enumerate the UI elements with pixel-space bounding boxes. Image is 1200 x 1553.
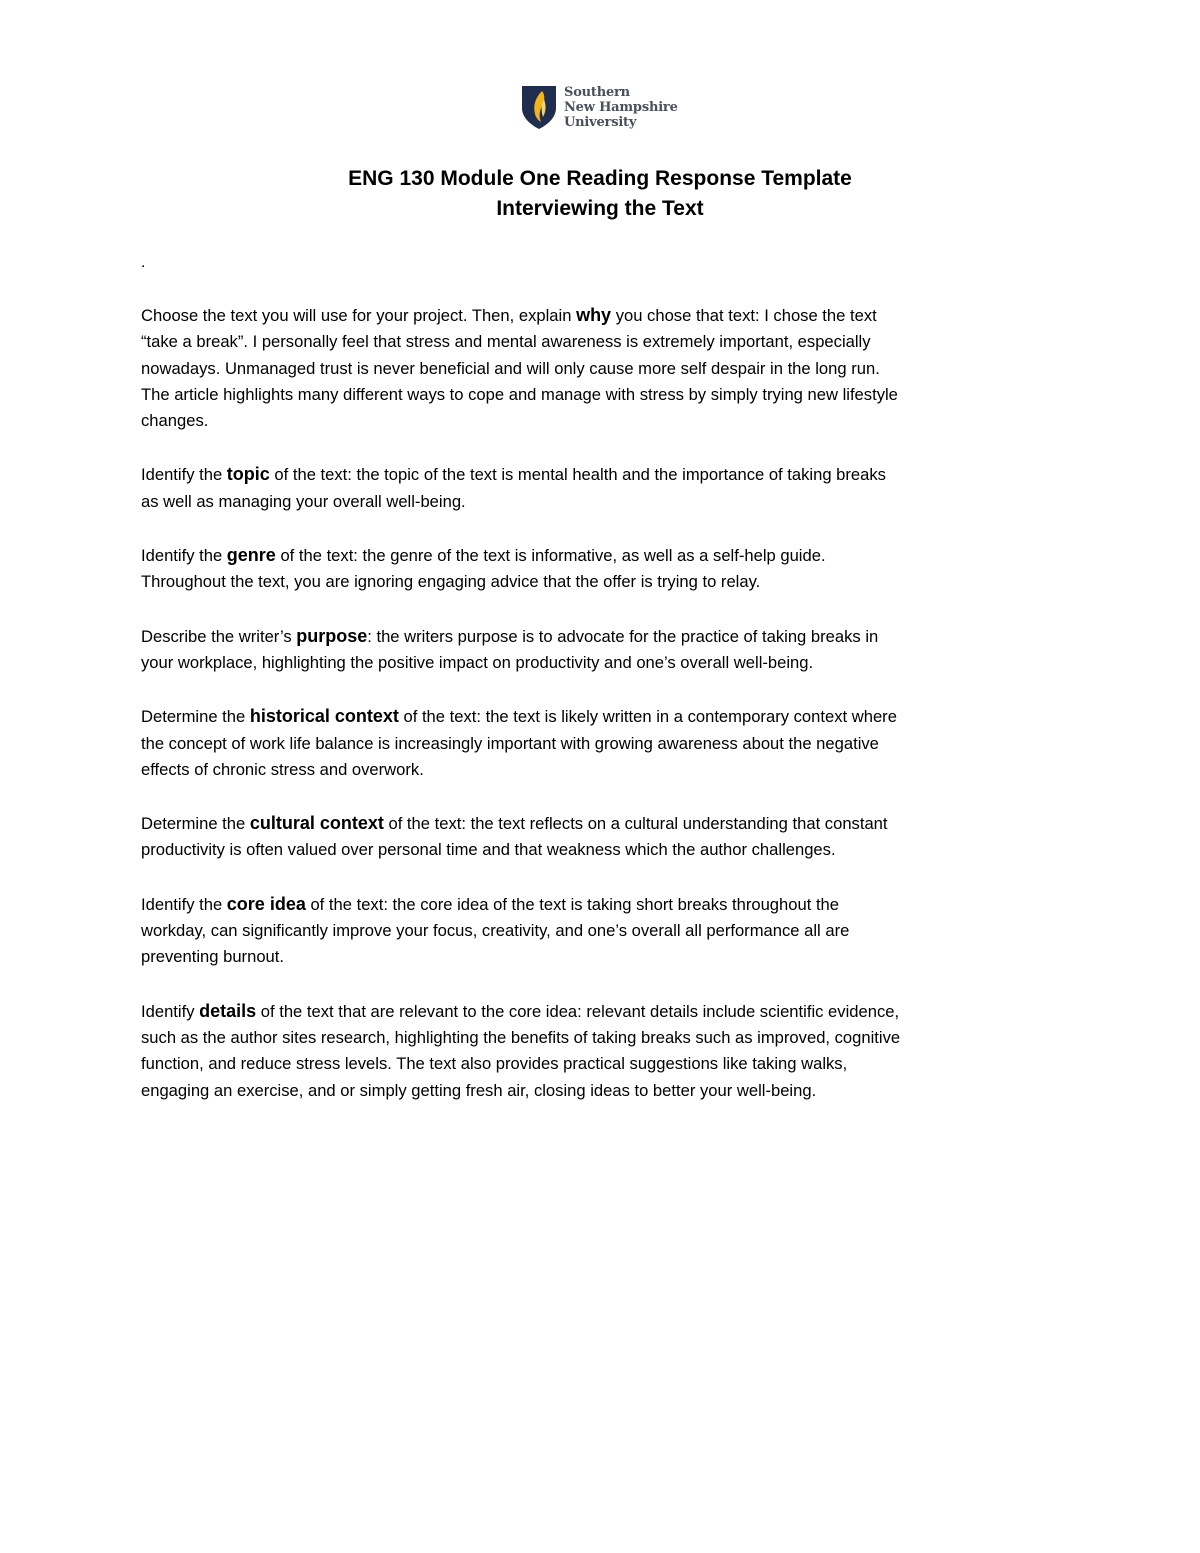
paragraph-line bbox=[141, 461, 1061, 488]
text-segment: of the text: the topic of the text is mental health and the importance of taking breaks bbox=[269, 465, 886, 485]
logo-line-2: New Hampshire bbox=[564, 100, 678, 115]
text-segment: workday, can significantly improve your focus, creativity, and one’s overall all performance all are bbox=[141, 921, 850, 941]
paragraph-line bbox=[141, 731, 1061, 757]
response-paragraph bbox=[141, 810, 1061, 864]
paragraph-line bbox=[141, 356, 1061, 382]
paragraph-line bbox=[141, 489, 1061, 515]
text-segment: Identify the bbox=[141, 465, 227, 485]
paragraph-line bbox=[141, 569, 1061, 595]
prompt-keyword: topic bbox=[226, 464, 270, 485]
paragraph-line bbox=[141, 837, 1061, 863]
paragraph-line bbox=[141, 302, 1061, 329]
text-segment: changes. bbox=[141, 411, 209, 431]
response-paragraph bbox=[141, 623, 1061, 677]
text-segment: Identify the bbox=[141, 546, 227, 566]
document-title: ENG 130 Module One Reading Response Template bbox=[348, 167, 852, 190]
bullet-dot: . bbox=[141, 254, 146, 271]
prompt-keyword: why bbox=[576, 305, 612, 325]
response-paragraph bbox=[141, 542, 1061, 596]
text-segment: Determine the bbox=[141, 814, 250, 834]
text-segment: you chose that text: I chose the text bbox=[611, 306, 877, 325]
prompt-keyword: core idea bbox=[226, 893, 306, 914]
prompt-keyword: cultural context bbox=[249, 813, 384, 834]
text-segment: your workplace, highlighting the positive impact on productivity and one’s overall well-being. bbox=[141, 652, 814, 672]
paragraph-line bbox=[141, 944, 1061, 970]
prompt-keyword: genre bbox=[226, 545, 276, 566]
response-paragraph bbox=[141, 461, 1061, 515]
text-segment: Determine the bbox=[141, 707, 250, 727]
response-paragraph bbox=[141, 703, 1061, 783]
logo-line-3: University bbox=[564, 115, 637, 130]
prompt-keyword: purpose bbox=[296, 625, 368, 646]
paragraph-line bbox=[141, 810, 1061, 837]
response-paragraph bbox=[141, 998, 1061, 1104]
text-segment: as well as managing your overall well-being. bbox=[141, 491, 466, 511]
prompt-keyword: historical context bbox=[249, 706, 399, 727]
text-segment: The article highlights many different ways to cope and manage with stress by simply trying new lifestyle bbox=[141, 384, 898, 404]
response-paragraph bbox=[141, 891, 1061, 971]
paragraph-line bbox=[141, 998, 1061, 1025]
paragraph-line bbox=[141, 918, 1061, 944]
text-segment: Identify bbox=[141, 1001, 200, 1021]
document-subtitle: Interviewing the Text bbox=[496, 197, 704, 220]
text-segment: : the writers purpose is to advocate for the practice of taking breaks in bbox=[367, 626, 879, 646]
text-segment: of the text: the core idea of the text is taking short breaks throughout the bbox=[305, 894, 840, 914]
paragraph-line bbox=[141, 542, 1061, 569]
paragraph-line bbox=[141, 1025, 1061, 1051]
snhu-shield-logo-icon bbox=[520, 84, 558, 130]
text-segment: productivity is often valued over personal time and that weakness which the author challenges. bbox=[141, 840, 836, 860]
text-segment: Throughout the text, you are ignoring engaging advice that the offer is trying to relay. bbox=[141, 572, 761, 592]
text-segment: “take a break”. I personally feel that stress and mental awareness is extremely important, especially bbox=[141, 332, 871, 352]
paragraph-line bbox=[141, 1051, 1061, 1077]
logo-line-1: Southern bbox=[564, 85, 630, 100]
text-segment: Identify the bbox=[141, 894, 227, 914]
text-segment: of the text: the genre of the text is informative, as well as a self-help guide. bbox=[275, 546, 826, 566]
text-segment: such as the author sites research, highlighting the benefits of taking breaks such as improved, cognitive bbox=[141, 1027, 901, 1047]
response-body bbox=[141, 302, 1061, 1131]
text-segment: engaging an exercise, and or simply getting fresh air, closing ideas to better your well-being. bbox=[141, 1080, 817, 1100]
text-segment: Describe the writer’s bbox=[141, 626, 297, 646]
text-segment: the concept of work life balance is increasingly important with growing awareness about the negative bbox=[141, 733, 879, 753]
text-segment: Choose the text you will use for your project. Then, explain bbox=[141, 306, 577, 325]
paragraph-line bbox=[141, 891, 1061, 918]
text-segment: effects of chronic stress and overwork. bbox=[141, 759, 424, 779]
paragraph-line bbox=[141, 757, 1061, 783]
paragraph-line bbox=[141, 623, 1061, 650]
response-paragraph bbox=[141, 302, 1061, 434]
paragraph-line bbox=[141, 703, 1061, 730]
text-segment: of the text: the text is likely written in a contemporary context where bbox=[398, 707, 897, 727]
logo-wordmark bbox=[564, 85, 678, 130]
paragraph-line bbox=[141, 408, 1061, 434]
text-segment: nowadays. Unmanaged trust is never beneficial and will only cause more self despair in the long run. bbox=[141, 358, 880, 378]
prompt-keyword: details bbox=[199, 1000, 257, 1021]
text-segment: preventing burnout. bbox=[141, 947, 284, 967]
paragraph-line bbox=[141, 329, 1061, 355]
text-segment: of the text: the text reflects on a cultural understanding that constant bbox=[383, 814, 888, 834]
text-segment: of the text that are relevant to the core idea: relevant details include scientific evidence, bbox=[256, 1001, 900, 1021]
paragraph-line bbox=[141, 382, 1061, 408]
document-header bbox=[0, 164, 1200, 224]
text-segment: function, and reduce stress levels. The text also provides practical suggestions like taking walks, bbox=[141, 1054, 848, 1074]
paragraph-line bbox=[141, 650, 1061, 676]
university-logo bbox=[520, 84, 690, 132]
paragraph-line bbox=[141, 1078, 1061, 1104]
